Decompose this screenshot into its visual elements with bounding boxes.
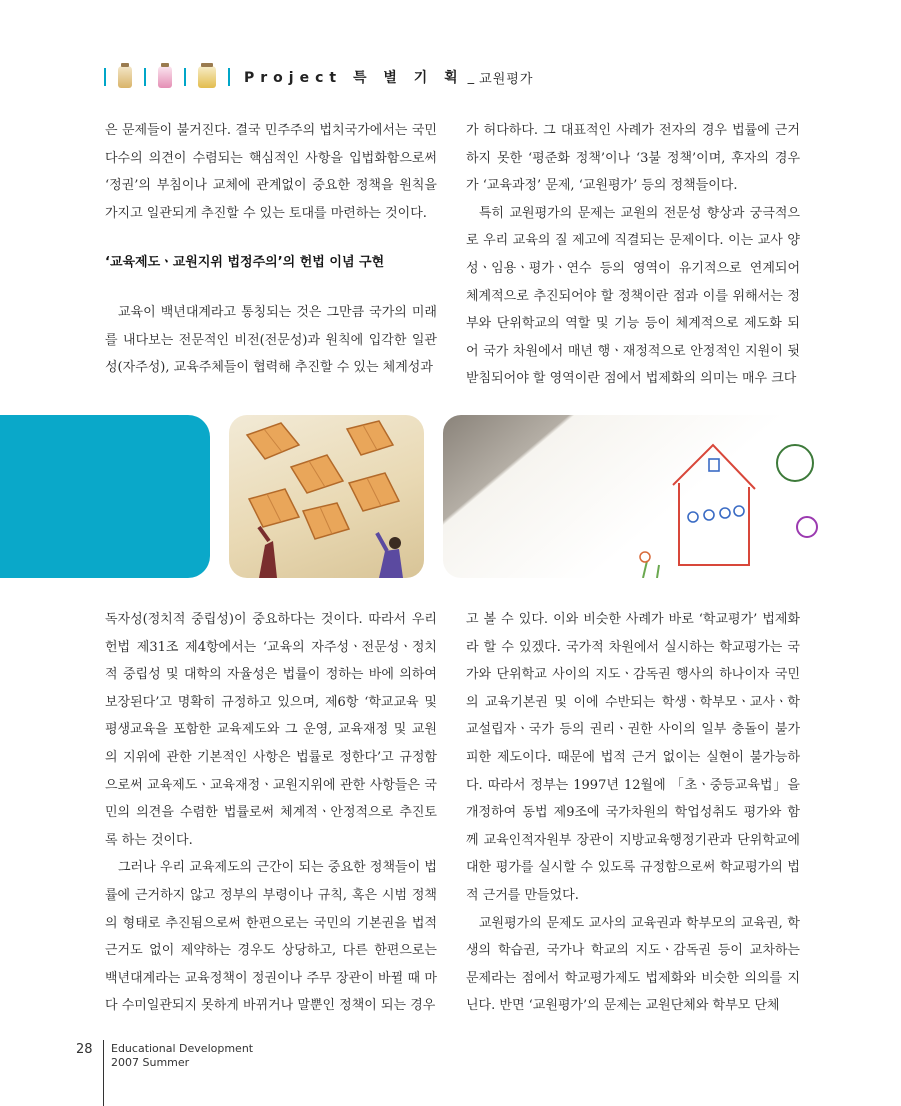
column-top-right [466, 117, 800, 393]
paragraph: 교원평가의 문제도 교사의 교육권과 학부모의 교육권, 학생의 학습권, 국가나 학교의 지도ㆍ감독권 등이 교차하는 문제라는 점에서 학교평가제도 법제화와 비슷한 의의를 지닌다. 반면 ‘교원평가’의 문제는 교원단체와 학부모 단체 [466, 915, 800, 1014]
photo-house-drawing [443, 415, 821, 578]
header-divider [228, 68, 230, 86]
issue-label: 2007 Summer [111, 1056, 190, 1069]
paragraph: 가 허다하다. 그 대표적인 사례가 전자의 경우 법률에 근거하지 못한 ‘평준화 정책’이나 ‘3불 정책’이며, 후자의 경우가 ‘교육과정’ 문제, ‘교원평가’ 등의 정책들이다. [466, 123, 800, 194]
paragraph: 그러나 우리 교육제도의 근간이 되는 중요한 정책들이 법률에 근거하지 않고 정부의 부령이나 규칙, 혹은 시범 정책의 형태로 추진됨으로써 한편으로는 국민의 기본권을 법적 근거도 없이 제약하는 경우도 상당하고, 다른 한편으로는 백년대계라는 교육정책이 정권이나 주무 장관이 바뀔 때 마다 수미일관되지 못하게 바뀌거나 말뿐인 정책이 되는 경우 [105, 860, 437, 1014]
section-separator: _ [467, 69, 476, 85]
illustration-floating-boxes [229, 415, 424, 578]
treasure-icon [198, 66, 216, 88]
paragraph: 특히 교원평가의 문제는 교원의 전문성 향상과 궁극적으로 우리 교육의 질 제고에 직결되는 문제이다. 이는 교사 양성ㆍ임용ㆍ평가ㆍ연수 등의 영역이 유기적으로 연계되어 체계적으로 추진되어야 할 정책이란 점과 이를 위해서는 정부와 단위학교의 역할 및 기능 등이 체계적으로 제도화 되어 국가 차원에서 매년 행ㆍ재정적으로 안정적인 지원이 뒷받침되어야 할 영역이란 점에서 법제화의 의미는 매우 크다 [466, 205, 800, 387]
header-divider [104, 68, 106, 86]
running-header [100, 64, 533, 90]
house-drawing-icon [443, 415, 821, 578]
column-bottom-right [466, 606, 800, 1020]
potion-bottle-icon [158, 66, 172, 88]
section-title: Project 특 별 기 획 [244, 70, 464, 86]
magazine-title: Educational Development [111, 1042, 254, 1055]
paragraph: 교육이 백년대계라고 통칭되는 것은 그만큼 국가의 미래를 내다보는 전문적인 비전(전문성)과 원칙에 입각한 일관성(자주성), 교육주체들이 협력해 추진할 수 있는 체계성과 [105, 304, 437, 376]
page-number: 28 [76, 1042, 93, 1057]
section-subtitle: 교원평가 [479, 71, 534, 87]
paragraph: 고 볼 수 있다. 이와 비슷한 사례가 바로 ‘학교평가’ 법제화라 할 수 있겠다. 국가적 차원에서 실시하는 학교평가는 국가와 단위학교 사이의 지도ㆍ감독권 행사의 하나이자 국민의 교육기본권 및 이에 수반되는 학생ㆍ학부모ㆍ교사ㆍ학교설립자ㆍ국가 등의 권리ㆍ권한 사이의 일부 충돌이 불가피한 제도이다. 때문에 법적 근거 없이는 실현이 불가능하다. 따라서 정부는 1997년 12월에 「초ㆍ중등교육법」을 개정하여 동법 제9조에 국가차원의 학업성취도 평가와 함께 교육인적자원부 장관이 지방교육행정기관과 단위학교에 대한 평가를 실시할 수 있도록 규정함으로써 학교평가의 법적 근거를 만들었다. [466, 612, 800, 903]
boxes-illustration-icon [229, 415, 424, 578]
column-top-left [105, 117, 437, 382]
footer-publication [111, 1042, 253, 1070]
column-bottom-left [105, 606, 437, 1020]
jar-icon [118, 66, 132, 88]
decorative-accent-block [0, 415, 210, 578]
paragraph: 독자성(정치적 중립성)이 중요하다는 것이다. 따라서 우리 헌법 제31조 제4항에서는 ‘교육의 자주성ㆍ전문성ㆍ정치적 중립성 및 대학의 자율성은 법률이 정하는 바에 의하여 보장된다’고 명확히 규정하고 있으며, 제6항 ‘학교교육 및 평생교육을 포함한 교육제도와 그 운영, 교육재정 및 교원의 지위에 관한 기본적인 사항은 법률로 정한다’고 규정함으로써 교육제도ㆍ교육재정ㆍ교원지위에 관한 사항들은 국민의 의견을 수렴한 법률로써 체계적ㆍ안정적으로 추진토록 하는 것이다. [105, 612, 437, 848]
paragraph: 은 문제들이 불거진다. 결국 민주주의 법치국가에서는 국민 다수의 의견이 수렴되는 핵심적인 사항을 입법화함으로써 ‘정권’의 부침이나 교체에 관계없이 중요한 정책을 원칙을 가지고 일관되게 추진할 수 있는 토대를 마련하는 것이다. [105, 123, 437, 221]
section-heading: ‘교육제도ㆍ교원지위 법정주의’의 헌법 이념 구현 [105, 255, 385, 271]
header-divider [184, 68, 186, 86]
footer-divider [103, 1040, 104, 1106]
header-divider [144, 68, 146, 86]
